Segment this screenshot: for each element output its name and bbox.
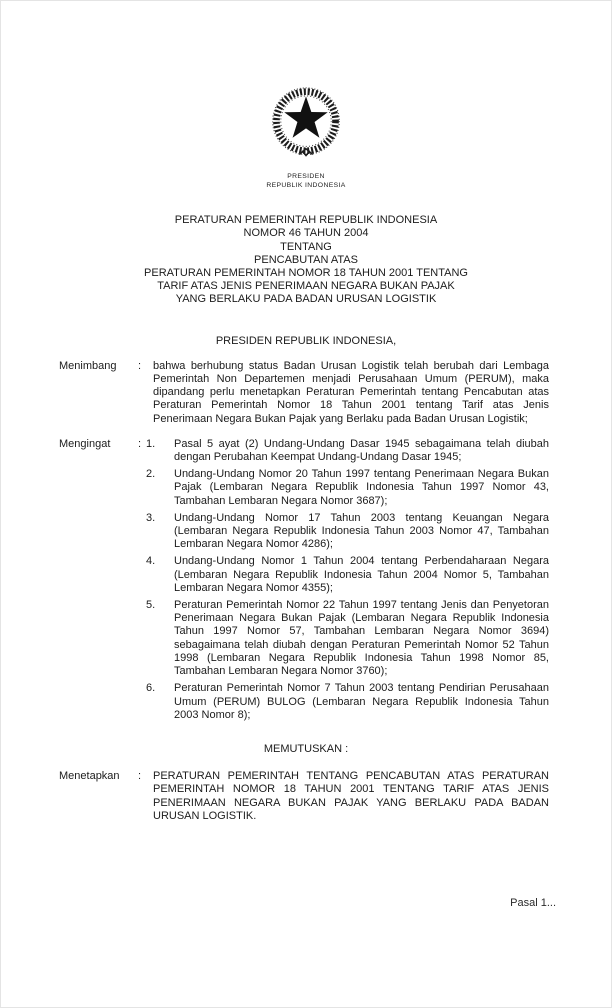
list-item (146, 555, 549, 595)
document-title (1, 214, 611, 306)
list-item-text: Peraturan Pemerintah Nomor 22 Tahun 1997 tentang Jenis dan Penyetoran Penerimaan Negara Bukan Pajak (Lembaran Negara Republik Indonesia Tahun 1997 Nomor 57, Tambahan Lembaran Negara Nomor 3694) sebagaimana telah diubah dengan Peraturan Pemerintah Nomor 52 Tahun 1998 (Lembaran Negara Republik Indonesia Tahun 1998 Nomor 85, Tambahan Lembaran Negara Nomor 3760); (174, 599, 549, 678)
menimbang-colon: : (138, 359, 142, 372)
catchword-pasal-1: Pasal 1... (510, 897, 556, 909)
mengingat-section (1, 438, 611, 726)
list-item (146, 682, 549, 722)
list-item (146, 437, 549, 464)
list-item-number: 1. (146, 437, 156, 450)
letterhead-republik-indonesia: REPUBLIK INDONESIA (266, 182, 346, 190)
title-line: YANG BERLAKU PADA BADAN URUSAN LOGISTIK (175, 293, 437, 306)
title-line: PERATURAN PEMERINTAH REPUBLIK INDONESIA (174, 214, 438, 227)
letterhead-presiden: PRESIDEN (287, 173, 325, 181)
menetapkan-colon: : (138, 770, 142, 783)
list-item (146, 511, 549, 552)
list-item-number: 4. (146, 555, 156, 568)
list-item-number: 2. (146, 468, 156, 481)
menetapkan-section (1, 770, 611, 823)
mengingat-colon: : (138, 437, 142, 450)
list-item-text: Pasal 5 ayat (2) Undang-Undang Dasar 1945 sebagaimana telah diubah dengan Perubahan Keempat Undang-Undang Dasar 1945; (174, 437, 549, 464)
list-item-number: 5. (146, 599, 156, 612)
presidential-seal-icon (267, 85, 345, 169)
salutation: PRESIDEN REPUBLIK INDONESIA, (215, 334, 397, 347)
list-item-text: Undang-Undang Nomor 1 Tahun 2004 tentang Perbendaharaan Negara (Lembaran Negara Republik Indonesia Tahun 2004 Nomor 5, Tambahan Lembaran Negara Nomor 4355); (174, 555, 549, 594)
mengingat-label: Mengingat (59, 437, 111, 450)
list-item-number: 3. (146, 511, 156, 524)
title-line: PENCABUTAN ATAS (254, 253, 358, 266)
list-item-text: Undang-Undang Nomor 17 Tahun 2003 tentang Keuangan Negara (Lembaran Negara Republik Indonesia Tahun 2003 Nomor 47, Tambahan Lembaran Negara Nomor 4286); (174, 511, 549, 551)
list-item-text: Peraturan Pemerintah Nomor 7 Tahun 2003 tentang Pendirian Perusahaan Umum (PERUM) BULOG (Lembaran Negara Republik Indonesia Tahun 2003 Nomor 8); (174, 682, 549, 721)
title-line: TARIF ATAS JENIS PENERIMAAN NEGARA BUKAN PAJAK (157, 280, 455, 293)
mengingat-list (146, 437, 549, 726)
menetapkan-text: PERATURAN PEMERINTAH TENTANG PENCABUTAN ATAS PERATURAN PEMERINTAH NOMOR 18 TAHUN 2001 TENTANG TARIF ATAS JENIS PENERIMAAN NEGARA BUKAN PAJAK YANG BERLAKU PADA BADAN URUSAN LOGISTIK. (153, 770, 549, 822)
menetapkan-label: Menetapkan (59, 770, 120, 783)
menimbang-label: Menimbang (59, 359, 117, 372)
title-line: NOMOR 46 TAHUN 2004 (243, 227, 369, 240)
menimbang-section (1, 360, 611, 426)
letterhead (1, 172, 611, 190)
title-line: PERATURAN PEMERINTAH NOMOR 18 TAHUN 2001 TENTANG (144, 267, 468, 280)
list-item (146, 468, 549, 508)
list-item-number: 6. (146, 682, 156, 695)
list-item (146, 599, 549, 678)
menimbang-text: bahwa berhubung status Badan Urusan Logistik telah berubah dari Lembaga Pemerintah Non Departemen menjadi Perusahaan Umum (PERUM), maka dipandang perlu menetapkan Peraturan Pemerintah tentang Pencabutan atas Peraturan Pemerintah Nomor 18 Tahun 2001 tentang Tarif atas Jenis Penerimaan Negara Bukan Pajak yang Berlaku pada Badan Urusan Logistik; (153, 359, 549, 425)
title-line: TENTANG (280, 240, 332, 253)
list-item-text: Undang-Undang Nomor 20 Tahun 1997 tentang Penerimaan Negara Bukan Pajak (Lembaran Negara Republik Indonesia Tahun 1997 Nomor 43, Tambahan Lembaran Negara Nomor 3687); (174, 468, 549, 507)
letterhead-seal (1, 85, 611, 169)
memutuskan-heading: MEMUTUSKAN : (263, 742, 349, 755)
